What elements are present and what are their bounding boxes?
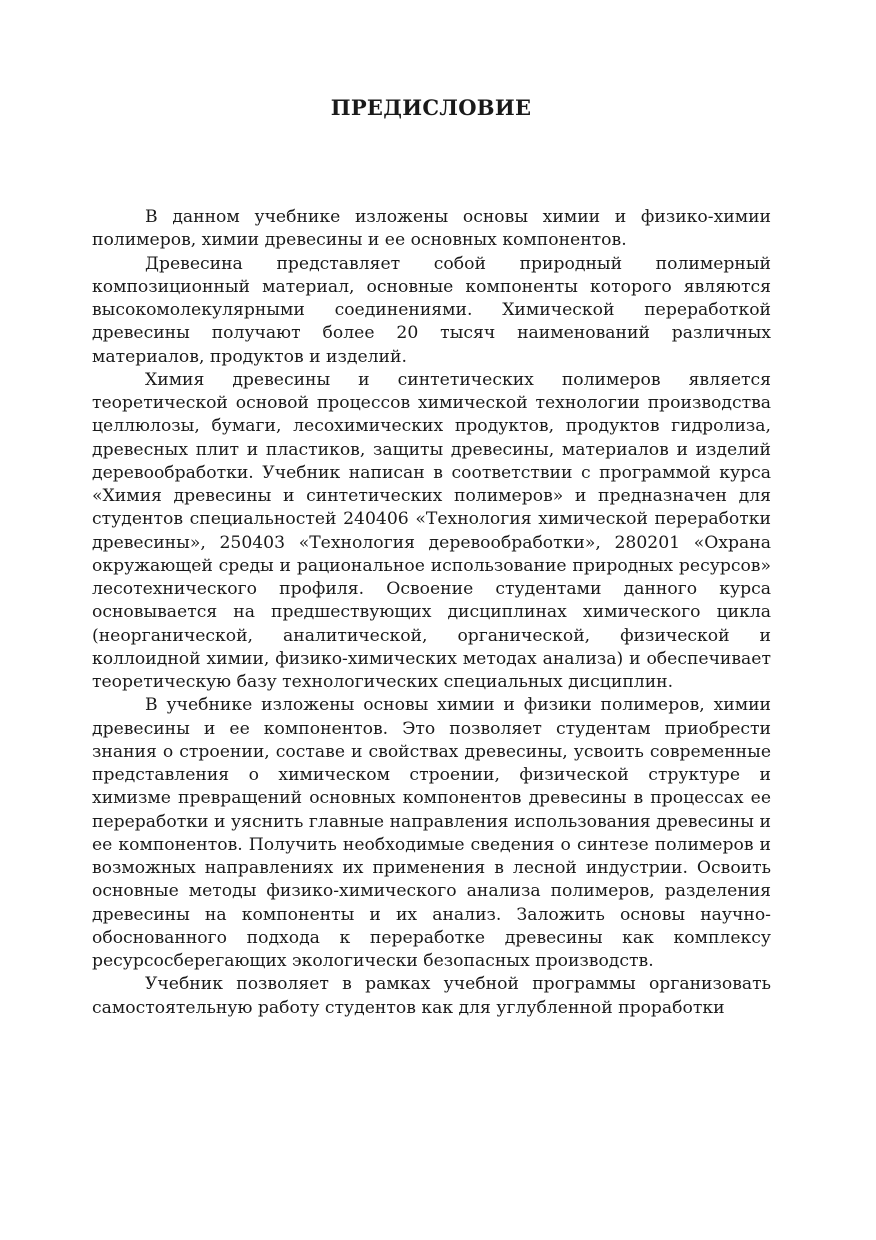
paragraph: Химия древесины и синтетических полимеров является теоретической основой процессов химической технологии производства целлюлозы, бумаги, лесохимических продуктов, продуктов гидролиза, древесных плит и пластиков, защиты древесины, материалов и изделий деревообработки. Учебник написан в соответствии с программой курса «Химия древесины и синтетических полимеров» и предназначен для студентов специальностей 240406 «Технология химической переработки древесины», 250403 «Технология деревообработки», 280201 «Охрана окружающей среды и рациональное использование природных ресурсов» лесотехнического профиля. Освоение студентами данного курса основывается на предшествующих дисциплинах химического цикла (неорганической, аналитической, органической, физической и коллоидной химии, физико-химических методах анализа) и обеспечивает теоретическую базу технологических специальных дисциплин.	[92, 369, 771, 692]
paragraph: В учебнике изложены основы химии и физики полимеров, химии древесины и ее компонентов. Это позволяет студентам приобрести знания о строении, составе и свойствах древесины, усвоить современные представления о химическом строении, физической структуре и химизме превращений основных компонентов древесины в процессах ее переработки и уяснить главные направления использования древесины и ее компонентов. Получить необходимые сведения о синтезе полимеров и возможных направлениях их применения в лесной индустрии. Освоить основные методы физико-химического анализа полимеров, разделения древесины на компоненты и их анализ. Заложить основы научно-обоснованного подхода к переработке древесины как комплексу ресурсосберегающих экологически безопасных производств.	[92, 695, 771, 971]
body-text	[92, 206, 771, 1020]
paragraph: Древесина представляет собой природный полимерный композиционный материал, основные компоненты которого являются высокомолекулярными соединениями. Химической переработкой древесины получают более 20 тысяч наименований различных материалов, продуктов и изделий.	[92, 253, 771, 367]
paragraph: В данном учебнике изложены основы химии и физико-химии полимеров, химии древесины и ее основных компонентов.	[92, 207, 771, 251]
paragraph: Учебник позволяет в рамках учебной программы организовать самостоятельную работу студентов как для углубленной проработки	[92, 974, 771, 1018]
page-title: ПРЕДИСЛОВИЕ	[330, 95, 532, 120]
